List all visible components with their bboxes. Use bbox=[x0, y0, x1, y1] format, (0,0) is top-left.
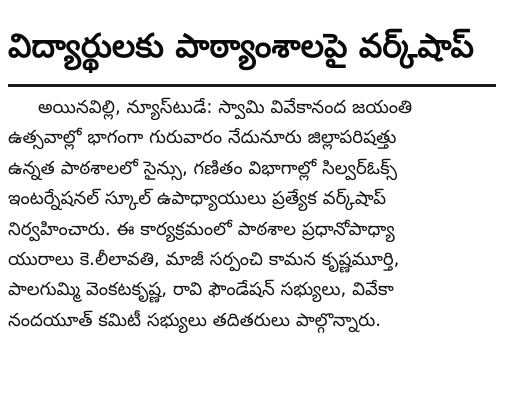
article-line-4: ఇంటర్నేషనల్ స్కూల్ ఉపాధ్యాయులు ప్రత్యేక వర్క్‌షాప్ bbox=[8, 188, 387, 210]
article-line-6: యురాలు కె.లీలావతి, మాజీ సర్పంచి కామన కృష్ణమూర్తి, bbox=[8, 249, 400, 271]
article-line-5: నిర్వహించారు. ఈ కార్యక్రమంలో పాఠశాల ప్రధానోపాధ్యా bbox=[8, 218, 395, 240]
article-headline: విద్యార్థులకు పాఠ్యాంశాలపై వర్క్‌షాప్ bbox=[8, 26, 474, 65]
article-line-3: ఉన్నత పాఠశాలలో సైన్సు, గణితం విభాగాల్లో సిల్వర్‌ఓక్స్ bbox=[8, 157, 397, 179]
article-line-7: పాలగుమ్మి వెంకటకృష్ణ, రావి ఫౌండేషన్ సభ్యులు, వివేకా bbox=[8, 279, 394, 301]
article-line-8: నందయూత్ కమిటీ సభ్యులు తదితరులు పాల్గొన్నారు. bbox=[8, 309, 382, 331]
article-line-2: ఉత్సవాల్లో భాగంగా గురువారం నేదునూరు జిల్లాపరిషత్తు bbox=[8, 127, 397, 149]
article-line-1: అయినవిల్లి, న్యూస్‌టుడే: స్వామి వివేకానంద జయంతి bbox=[38, 97, 413, 118]
headline-divider bbox=[8, 84, 496, 87]
newspaper-clipping bbox=[8, 6, 496, 394]
article-body bbox=[8, 93, 496, 336]
